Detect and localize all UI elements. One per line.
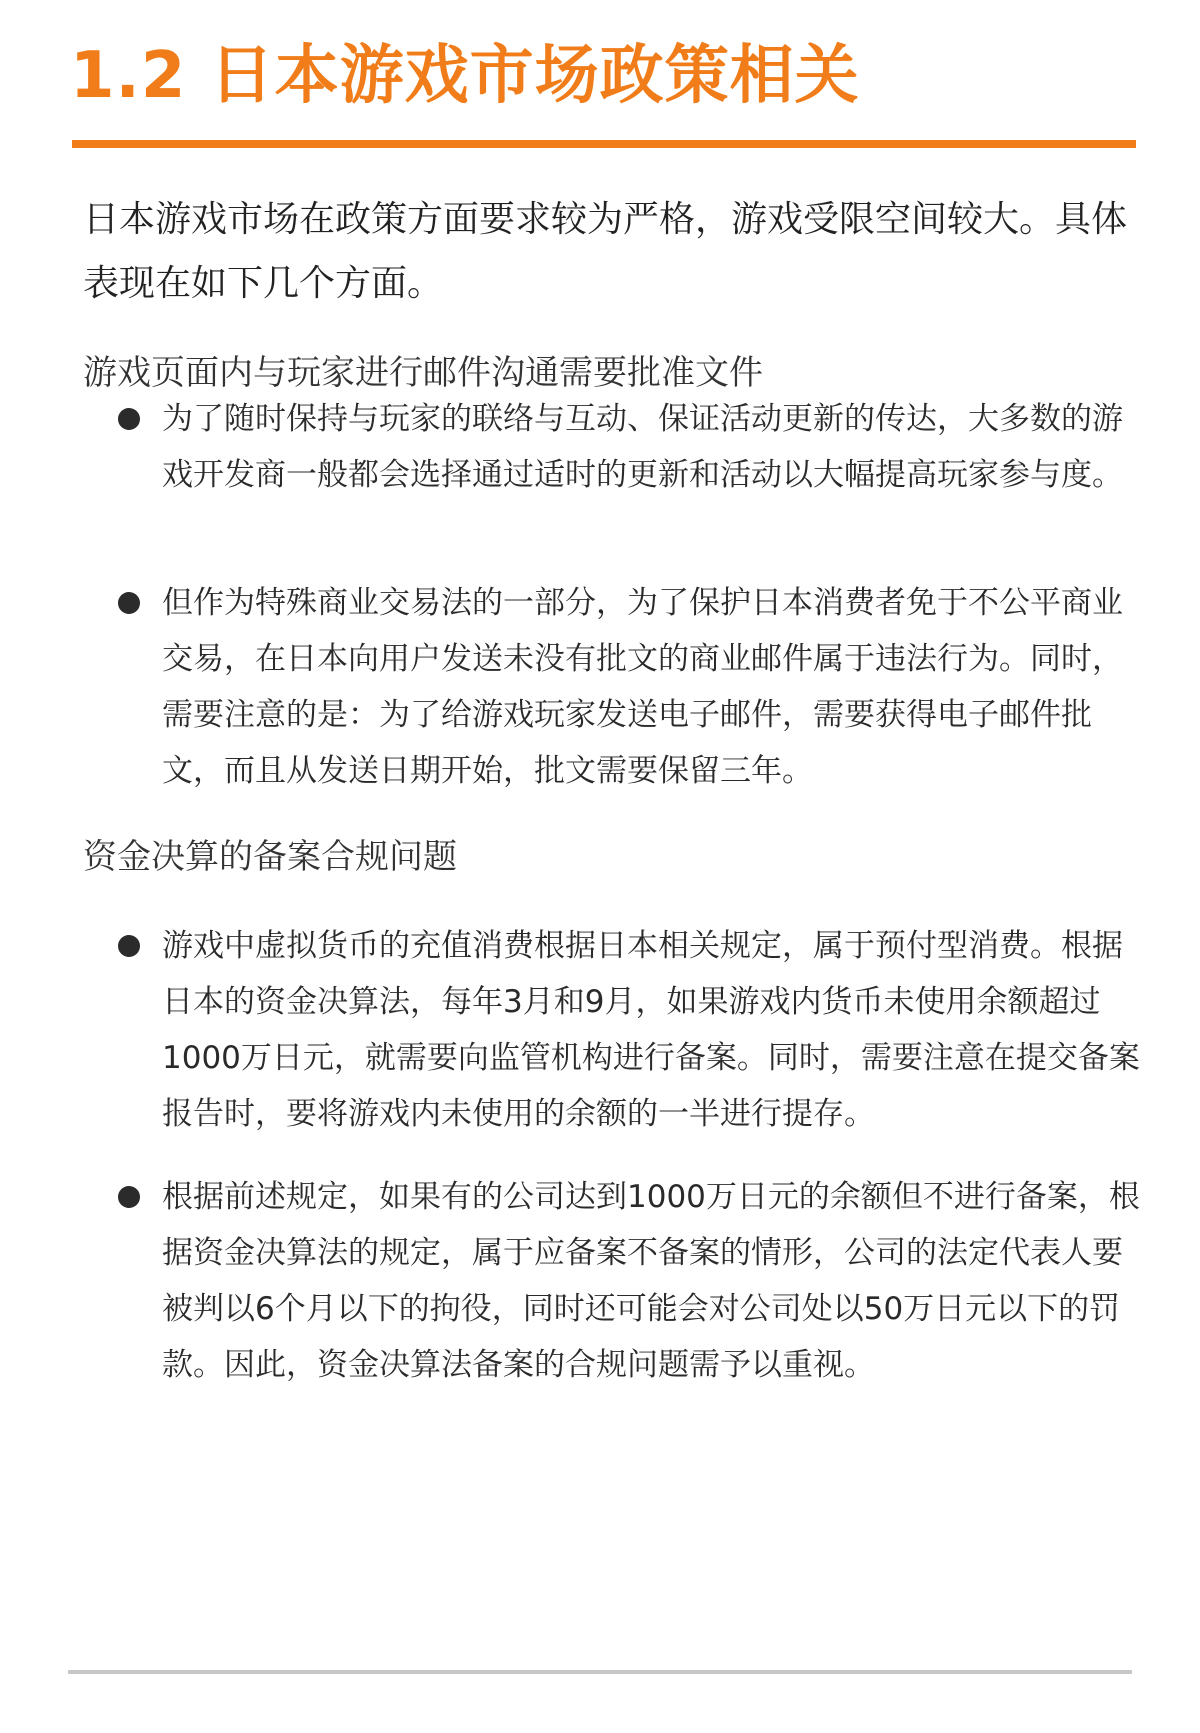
bullet-dot-icon [118, 408, 140, 430]
bullet-text: 为了随时保持与玩家的联络与互动、保证活动更新的传达，大多数的游戏开发商一般都会选择通过适时的更新和活动以大幅提高玩家参与度。 [162, 401, 1123, 493]
page-title: 1.2 日本游戏市场政策相关 [70, 39, 860, 113]
bullet-dot-icon [118, 935, 140, 957]
bullet-text: 游戏中虚拟货币的充值消费根据日本相关规定，属于预付型消费。根据日本的资金决算法，每年3月和9月，如果游戏内货币未使用余额超过1000万日元，就需要向监管机构进行备案。同时，需要注意在提交备案报告时，要将游戏内未使用的余额的一半进行提存。 [162, 928, 1140, 1132]
title-divider [72, 140, 1136, 148]
bullet-dot-icon [118, 592, 140, 614]
intro-paragraph: 日本游戏市场在政策方面要求较为严格，游戏受限空间较大。具体表现在如下几个方面。 [83, 199, 1128, 304]
section-heading-email-approval: 游戏页面内与玩家进行邮件沟通需要批准文件 [83, 353, 763, 393]
footer-divider [68, 1670, 1132, 1674]
bullet-text: 但作为特殊商业交易法的一部分，为了保护日本消费者免于不公平商业交易，在日本向用户发送未没有批文的商业邮件属于违法行为。同时，需要注意的是：为了给游戏玩家发送电子邮件，需要获得电子邮件批文，而且从发送日期开始，批文需要保留三年。 [162, 585, 1123, 789]
bullet-dot-icon [118, 1186, 140, 1208]
bullet-text: 根据前述规定，如果有的公司达到1000万日元的余额但不进行备案，根据资金决算法的规定，属于应备案不备案的情形，公司的法定代表人要被判以6个月以下的拘役，同时还可能会对公司处以50万日元以下的罚款。因此，资金决算法备案的合规问题需予以重视。 [162, 1179, 1140, 1383]
section-heading-fund-settlement: 资金决算的备案合规问题 [83, 837, 457, 877]
